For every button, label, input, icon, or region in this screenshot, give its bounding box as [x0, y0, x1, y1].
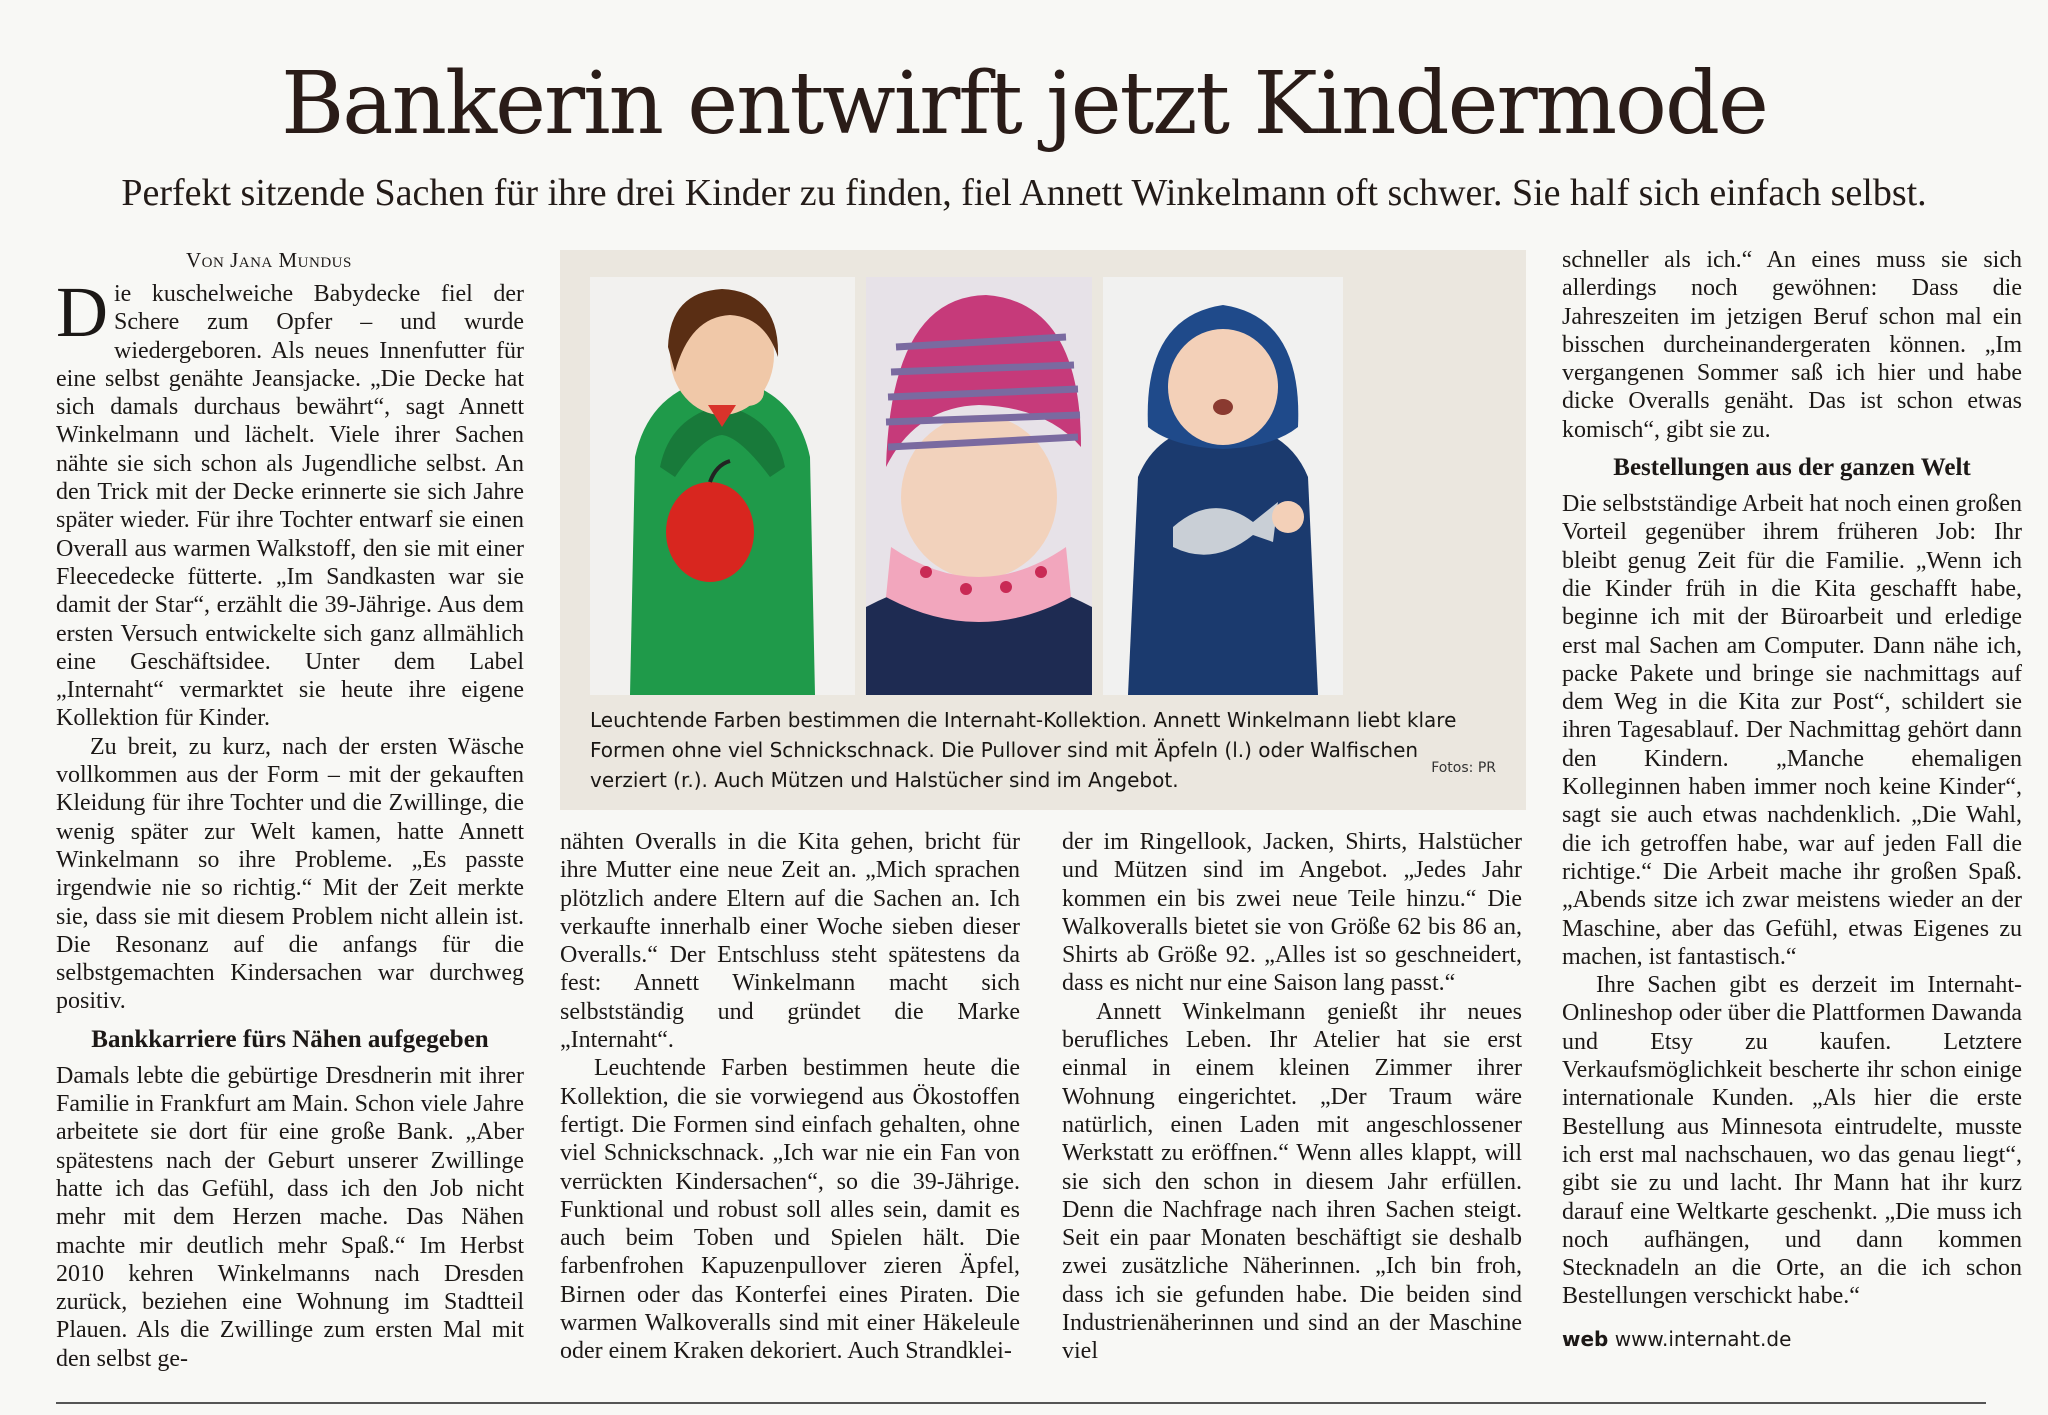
web-reference — [1562, 1325, 2022, 1353]
photo-striped-hat — [866, 277, 1092, 695]
subheading: Bestellungen aus der ganzen Welt — [1613, 454, 1971, 482]
paragraph: der im Ringellook, Jacken, Shirts, Halstücher und Mützen sind im Angebot. „Jedes Jahr kommen ein bis zwei neue Teile hinzu.“ Die Walkoveralls bietet sie von Größe 62 bis 86 an, Shirts ab Größe 92. „Alles ist so geschneidert, dass es nicht nur eine Saison lang passt.“ — [1062, 829, 1522, 997]
headline: Bankerin entwirft jetzt Kindermode — [281, 54, 1767, 154]
paragraph: Zu breit, zu kurz, nach der ersten Wäsche vollkommen aus der Form – mit der gekauften Kleidung für ihre Tochter und die Zwillinge, die wenig später zur Welt kamen, hatte Annett Winkelmann so ihre Probleme. „Es passte irgendwie nie so richtig.“ Mit der Zeit merkte sie, dass sie mit diesem Problem nicht allein ist. Die Resonanz auf die anfangs für die selbstgemachten Kindersachen war durchweg positiv. — [56, 733, 524, 1015]
photo-credit: Fotos: PR — [1431, 760, 1496, 776]
photo-caption: Leuchtende Farben bestimmen die Internaht-Kollektion. Annett Winkelmann liebt klare Formen ohne viel Schnickschnack. Die Pullover sind mit Äpfeln (l.) oder Walfischen verziert (r.). Auch Mützen und Halstücher sind im Angebot. — [590, 708, 1457, 792]
paragraph: Annett Winkelmann genießt ihr neues berufliches Leben. Ihr Atelier hat sie erst einmal in einem kleinen Zimmer ihrer Wohnung eingerichtet. „Der Traum wäre natürlich, einen Laden mit angeschlossener Werkstatt zu eröffnen.“ Wenn alles klappt, will sie sich den schon in diesem Jahr erfüllen. Denn die Nachfrage nach ihren Sachen steigt. Seit ein paar Monaten beschäftigt sie deshalb zwei zusätzliche Näherinnen. „Ich bin froh, dass ich sie gefunden habe. Die beiden sind Industrienäherinnen und sind an der Maschine viel — [1062, 998, 1522, 1365]
paragraph: Die kuschelweiche Babydecke fiel der Schere zum Opfer – und wurde wiedergeboren. Als neues Innenfutter für eine selbst genähte Jeansjacke. „Die Decke hat sich damals durchaus bewährt“, sagt Annett Winkelmann und lächelt. Viele ihrer Sachen nähte sie sich schon als Jugendliche selbst. An den Trick mit der Decke erinnerte sie sich Jahre später wieder. Für ihre Tochter entwarf sie einen Overall aus warmen Walkstoff, den sie mit einer Fleecedecke fütterte. „Im Sandkasten war sie damit der Star“, erzählt die 39-Jährige. Aus dem ersten Versuch entwickelte sich ganz allmählich eine Geschäftsidee. Unter dem Label „Internaht“ vermarktet sie heute ihre eigene Kollektion für Kinder. — [56, 272, 524, 732]
paragraph: Leuchtende Farben bestimmen heute die Kollektion, die sie vorwiegend aus Ökostoffen fertigt. Die Formen sind einfach gehalten, ohne viel Schnickschnack. „Ich war nie ein Fan von verrückten Kindersachen“, so die 39-Jährige. Funktional und robust soll alles sein, damit es auch beim Toben und Spielen hält. Die farbenfrohen Kapuzenpullover zieren Äpfel, Birnen oder das Konterfei eines Piraten. Die warmen Walkoveralls sind mit einer Häkeleule oder einem Kraken dekoriert. Auch Strandklei- — [560, 1055, 1020, 1365]
bottom-rule — [56, 1402, 1986, 1404]
paragraph: Damals lebte die gebürtige Dresdnerin mit ihrer Familie in Frankfurt am Main. Schon viele Jahre arbeitete sie dort für eine große Bank. „Aber spätestens nach der Geburt unserer Zwillinge hatte ich das Gefühl, dass ich den Job nicht mehr mit dem Herzen mache. Das Nähen machte mir deutlich mehr Spaß.“ Im Herbst 2010 kehren Winkelmanns nach Dresden zurück, beziehen eine Wohnung im Stadtteil Plauen. Als die Zwillinge zum ersten Mal mit den selbst ge- — [56, 1062, 524, 1372]
drop-cap: D — [56, 272, 108, 352]
paragraph: Die selbstständige Arbeit hat noch einen großen Vorteil gegenüber ihrem früheren Job: Ihr bleibt genug Zeit für die Familie. „Wenn ich die Kinder früh in die Kita geschafft habe, beginne ich mit der Büroarbeit und erledige erst mal Sachen am Computer. Dann nähe ich, packe Pakete und bringe sie nachmittags auf dem Weg in die Kita zur Post“, schildert sie ihren Tagesablauf. Der Nachmittag gehört dann den Kindern. „Manche ehemaligen Kolleginnen haben immer noch keine Kinder“, sagt sie auch etwas nachdenklich. „Die Wahl, die ich getroffen habe, war auf jeden Fall die richtige.“ Die Arbeit mache ihr großen Spaß. „Abends sitze ich zwar meistens wieder an der Maschine, aber das Gefühl, etwas Eigenes zu machen, ist fantastisch.“ — [1562, 491, 2022, 970]
photo-whale-hoodie — [1103, 277, 1343, 695]
article-column-2 — [560, 828, 1020, 1366]
paragraph: schneller als ich.“ An eines muss sie sich allerdings noch gewöhnen: Dass die Jahreszeiten im jetzigen Beruf schon mal ein bisschen durcheinandergeraten können. „Im vergangenen Sommer saß ich hier und habe dicke Overalls genäht. Das ist schon etwas komisch“, gibt sie zu. — [1562, 247, 2022, 443]
article-column-1 — [56, 240, 524, 1373]
subheading: Bankkarriere fürs Nähen aufgegeben — [91, 1025, 489, 1053]
paragraph: Ihre Sachen gibt es derzeit im Internaht-Onlineshop oder über die Plattformen Dawanda und Etsy zu kaufen. Letztere Verkaufsmöglichkeit bescherte ihr schon einige internationale Kunden. „Als hier die erste Bestellung aus Minnesota eintrudelte, musste ich erst mal nachschauen, wo das genau liegt“, gibt sie zu und lacht. Ihr Mann hat ihr kurz darauf eine Weltkarte geschenkt. „Die muss ich noch aufhängen, und dann kommen Stecknadeln an die Orte, an die ich schon Bestellungen verschickt habe.“ — [1562, 972, 2022, 1310]
web-label: web — [1562, 1326, 1609, 1351]
subline: Perfekt sitzende Sachen für ihre drei Kinder zu finden, fiel Annett Winkelmann oft schwer. Sie half sich einfach selbst. — [121, 172, 1927, 214]
photo-block — [560, 250, 1526, 810]
web-link[interactable]: www.internaht.de — [1614, 1326, 1792, 1351]
paragraph: nähten Overalls in die Kita gehen, bricht für ihre Mutter eine neue Zeit an. „Mich sprachen plötzlich andere Eltern auf die Sachen an. Ich verkaufte innerhalb einer Woche sieben dieser Overalls.“ Der Entschluss steht spätestens da fest: Annett Winkelmann macht sich selbstständig und gründet die Marke „Internaht“. — [560, 829, 1020, 1054]
photo-apple-hoodie — [590, 277, 855, 695]
article-column-4 — [1562, 246, 2022, 1353]
byline: Von Jana Mundus — [186, 248, 352, 272]
article-column-3 — [1062, 828, 1522, 1366]
